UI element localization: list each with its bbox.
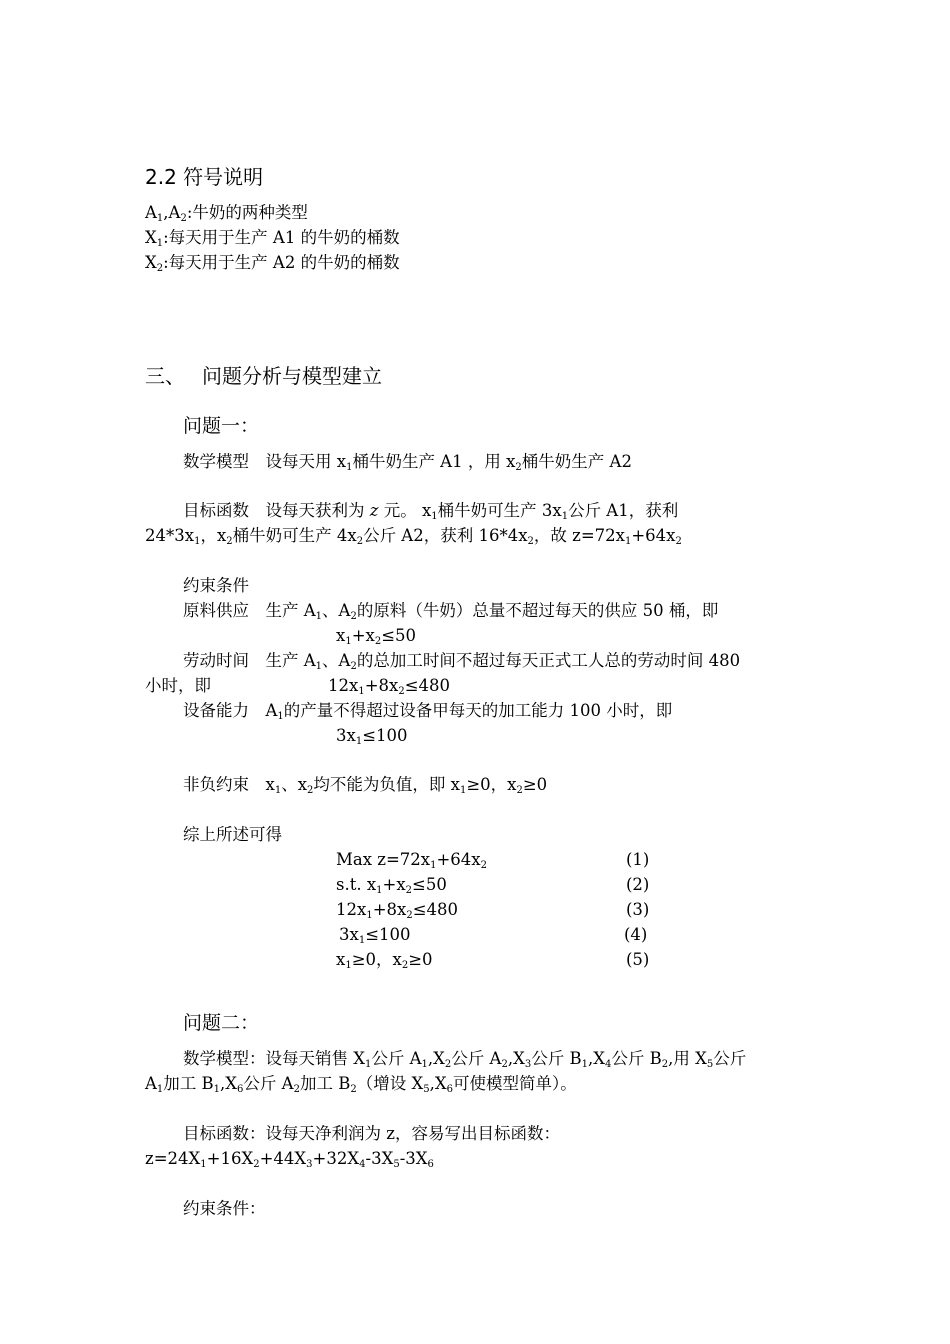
q2-objective-line-1: 目标函数：设每天净利润为 z，容易写出目标函数： (183, 1124, 560, 1143)
symbol-a-line: $A_1,A_2$:牛奶的两种类型 (145, 203, 308, 224)
q1-objective-line-2: $24*3x_1$，$x_2$桶牛奶可生产 $4x_2$公斤 A2，获利 $16*4x_2$，故 $z=72x_1+64x_2$ (145, 526, 682, 547)
q1-equation-4: $3x_1\le 100$ (339, 925, 411, 946)
q1-model-line: 数学模型 设每天用 $x_1$桶牛奶生产 A1 ，用 $x_2$桶牛奶生产 A2 (183, 452, 632, 473)
q1-constraints-label: 约束条件 (183, 576, 249, 595)
q1-raw-material-line-1: 原料供应 生产 $A_1$、$A_2$的原料（牛奶）总量不超过每天的供应 50 桶，即 (183, 601, 719, 622)
q1-equation-5: $x_1\ge 0$，$x_2\ge 0$ (336, 950, 433, 971)
q1-labor-inequality: $12x_1+8x_2\le 480$ (328, 676, 451, 697)
q1-raw-material-inequality: $x_1+x_2\le 50$ (336, 626, 417, 647)
section-heading-2-2: 2.2 符号说明 (145, 165, 264, 189)
q1-equation-3-number: (3) (626, 900, 650, 919)
symbol-x1-line: $X_1$:每天用于生产 A1 的牛奶的桶数 (145, 228, 400, 249)
q1-equipment-line-1: 设备能力 $A_1$的产量不得超过设备甲每天的加工能力 100 小时，即 (183, 701, 673, 722)
section-number-3: 三、 (145, 364, 185, 388)
q2-constraints-label: 约束条件： (183, 1199, 266, 1218)
symbol-x2-line: $X_2$:每天用于生产 A2 的牛奶的桶数 (145, 253, 400, 274)
q1-equation-5-number: (5) (626, 950, 650, 969)
q1-objective-line-1: 目标函数 设每天获利为 z 元。 $x_1$桶牛奶可生产 $3x_1$公斤 A1，获利 (183, 501, 679, 522)
q1-equation-1: Max $z=72x_1+64x_2$ (336, 850, 487, 871)
q1-equation-4-number: (4) (624, 925, 648, 944)
q1-equation-1-number: (1) (626, 850, 650, 869)
q1-labor-line-2: 小时，即 (145, 676, 211, 695)
q1-equation-2-number: (2) (626, 875, 650, 894)
q2-objective-line-2: $z=24X_1+16X_2+44X_3+32X_4-3X_5-3X_6$ (145, 1149, 434, 1170)
q1-labor-line-1: 劳动时间 生产 $A_1$、$A_2$的总加工时间不超过每天正式工人总的劳动时间 480 (183, 651, 741, 672)
section-title-3: 问题分析与模型建立 (202, 364, 382, 388)
q2-heading: 问题二： (183, 1012, 260, 1034)
q1-equation-2: s.t. $x_1+x_2\le 50$ (336, 875, 447, 896)
q1-nonnegative-line: 非负约束 $x_1$、$x_2$均不能为负值，即 $x_1\ge 0$，$x_2\ge 0$ (183, 775, 548, 796)
q1-summary-label: 综上所述可得 (183, 825, 282, 844)
q1-equipment-inequality: $3x_1\le 100$ (336, 726, 408, 747)
q2-model-line-1: 数学模型：设每天销售 $X_1$公斤 $A_1,X_2$公斤 $A_2,X_3$公斤 $B_1,X_4$公斤 $B_2$,用 $X_5$公斤 (183, 1049, 747, 1070)
q1-equation-3: $12x_1+8x_2\le 480$ (336, 900, 459, 921)
q1-heading: 问题一： (183, 415, 260, 437)
q2-model-line-2: $A_1$加工 $B_1,X_6$公斤 $A_2$加工 $B_2$（增设 $X_5,X_6$可使模型简单）。 (145, 1074, 577, 1095)
